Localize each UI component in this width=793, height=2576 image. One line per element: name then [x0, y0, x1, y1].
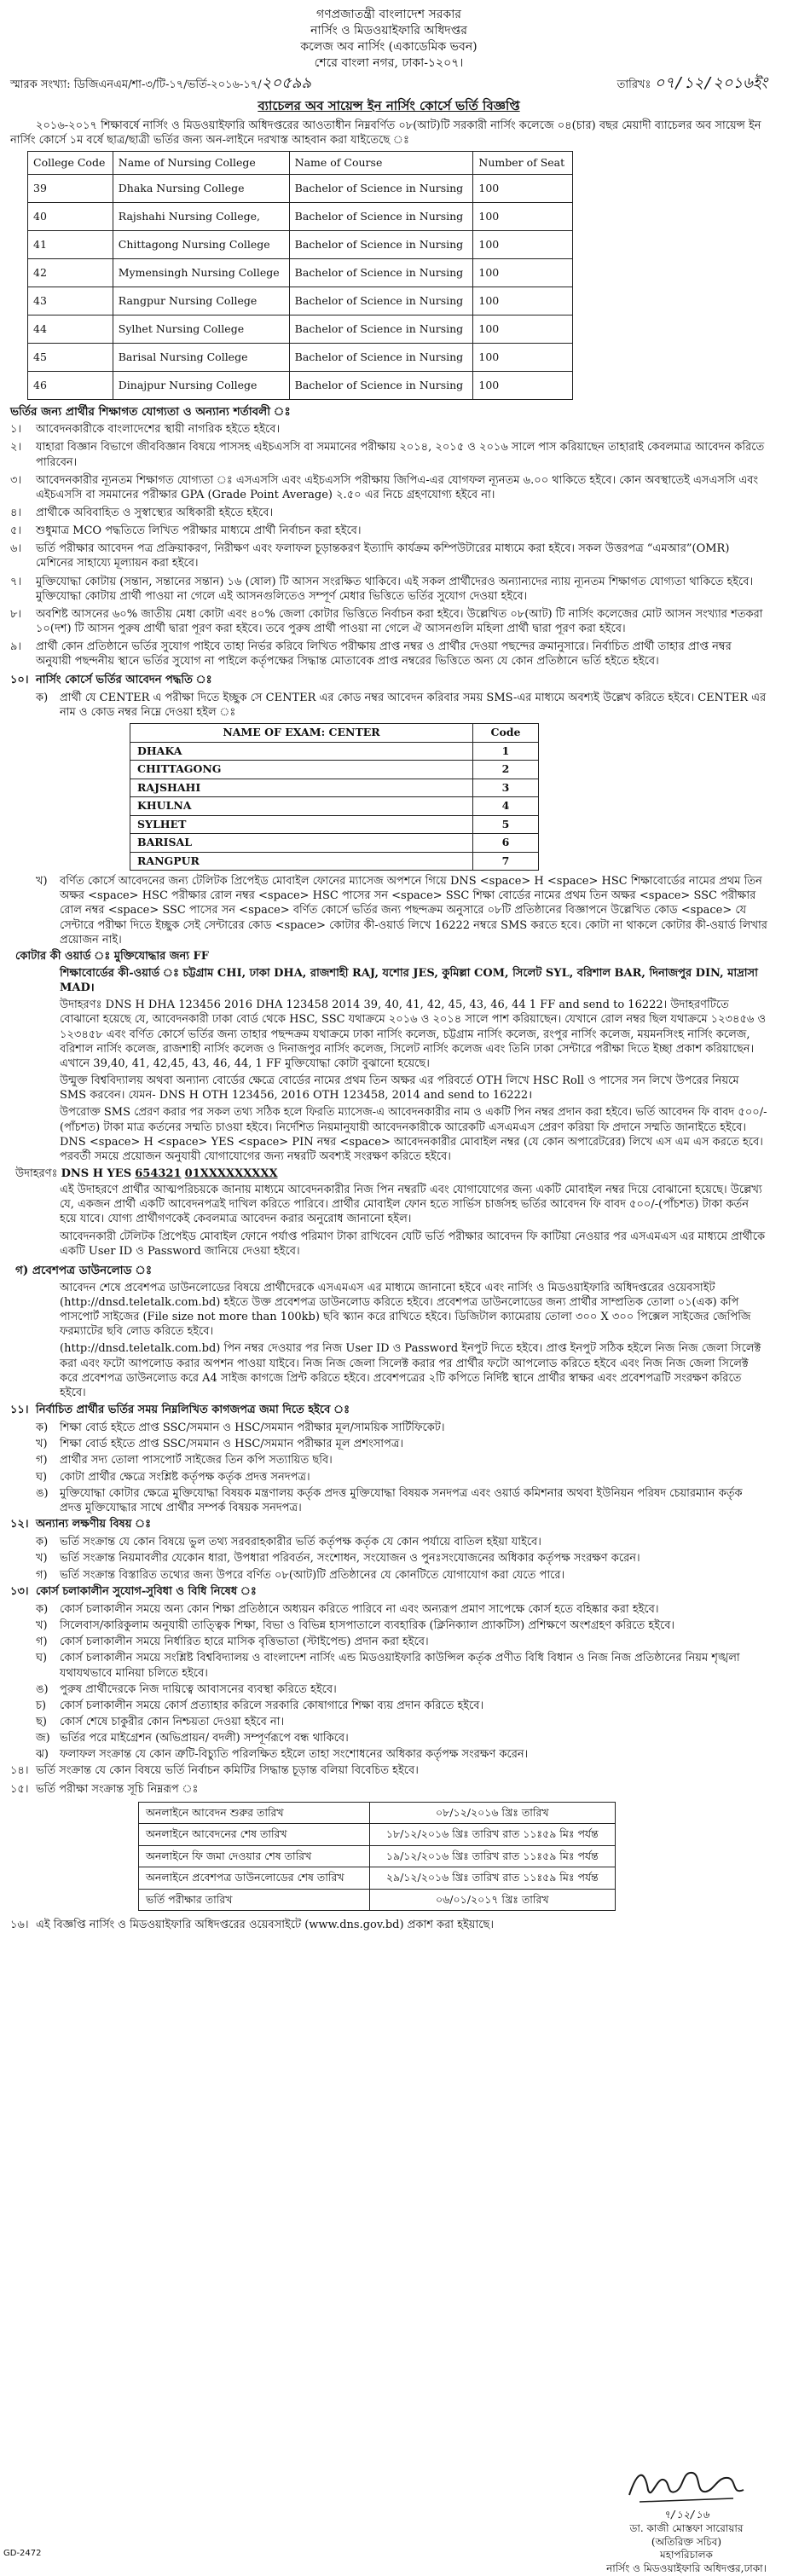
signature-date: ৭/১২/১৬	[663, 2509, 709, 2521]
sms-format-instruction	[36, 874, 767, 947]
header-line-4: শেরে বাংলা নগর, ঢাকা-১২০৭।	[314, 55, 464, 70]
facility-item	[36, 1699, 767, 1713]
header-line-1: গণপ্রজাতন্ত্রী বাংলাদেশ সরকার	[316, 8, 461, 21]
eligibility-item	[10, 673, 767, 687]
cell-code: 46	[28, 372, 113, 400]
admit-card-para-1: আবেদন শেষে প্রবেশপত্র ডাউনলোডের বিষয়ে প্রার্থীদেরকে এসএমএস এর মাধ্যমে জানানো হইবে এবং নার্সিং ও মিডওয়াইফারি অধিদপ্তরের ওয়েবসাইট (http://dnsd.teletalk.com.bd) হইতে উক্ত প্রবেশপত্র ডাউনলোড করিতে হইবে। প্রবেশপত্র ডাউনলোডের জন্য প্রার্থীর সাম্প্রতিক তোলা ০১(এক) কপি পাসপোর্ট সাইজের (File size not more than 100kb) ছবি স্ক্যান করে রাখিতে হইবে। ডিজিটাল ক্যামেরায় তোলা ৩০০ X ৩০০ পিক্সেল সাইজের জেপিজি ফরম্যাটের ছবি লোড করিতে হইবে।	[60, 1281, 751, 1339]
facility-item	[36, 1715, 767, 1729]
pin-example	[15, 1166, 767, 1181]
cell-seats: 100	[473, 344, 573, 372]
table-row	[130, 761, 539, 779]
item-number: জ)	[36, 1732, 50, 1745]
documents-title	[10, 1403, 767, 1417]
item-text: ভর্তি পরীক্ষার আবেদন পত্র প্রক্রিয়াকরণ, নিরীক্ষণ এবং ফলাফল চূড়ান্তকরণ ইত্যাদি কার্যক্রম কম্পিউটারের মাধ্যমে করা হইবে। সকল উত্তরপত্র “এমআর”(OMR) মেশিনের সাহায্যে মূল্যায়ন করা হইবে।	[36, 542, 730, 570]
item-text: বর্ণিত কোর্সে আবেদনের জন্য টেলিটক প্রিপেইড মোবাইল ফোনের ম্যাসেজ অপশনে গিয়ে DNS <space> H <space> HSC শিক্ষাবোর্ডের নামের প্রথম তিন অক্ষর <space> HSC পরীক্ষার রোল নম্বর <space> HSC পাসের সন <space> SSC শিক্ষা বোর্ডের নামের প্রথম তিন অক্ষর <space> SSC পরীক্ষার রোল নম্বর <space> SSC পাসের সন <space> বর্ণিত কোর্সে ভর্তির জন্য পছন্দক্রম অনুসারে ০৮টি প্রতিষ্ঠানের বিজ্ঞাপনে উল্লেখিত কোড <space> যে সেন্টারে পরীক্ষা দিতে ইচ্ছুক সেই সেন্টারের কোড <space> কোটার কী-ওয়ার্ড লিখে 16222 নম্বরে SMS করতে হবে। কোটা না থাকলে কোটার কী-ওয়ার্ড লিখার প্রয়োজন নাই।	[60, 875, 767, 946]
cell-college: Sylhet Nursing College	[113, 315, 289, 344]
header-line-3: কলেজ অব নার্সিং (একাডেমিক ভবন)	[300, 39, 478, 54]
board-keywords: শিক্ষাবোর্ডের কী-ওয়ার্ড ঃ চট্টগ্রাম CHI, ঢাকা DHA, রাজশাহী RAJ, যশোর JES, কুমিল্লা COM, সিলেট SYL, বরিশাল BAR, দিনাজপুর DIN, মাদ্রাসা MAD।	[60, 966, 758, 995]
notice-title: ব্যাচেলর অব সায়েন্স ইন নার্সিং কোর্সে ভর্তি বিজ্ঞপ্তি	[258, 98, 520, 114]
facility-item	[36, 1635, 767, 1649]
eligibility-item	[10, 607, 767, 636]
college-table-header	[28, 152, 573, 175]
item-text: অবশিষ্ট আসনের ৬০% জাতীয় মেধা কোটা এবং ৪০% জেলা কোটার ভিত্তিতে নির্বাচন করা হইবে। উল্লেখিত ০৮(আট) টি নার্সিং কলেজের মোট আসন সংখ্যার শতকরা ১০(দশ) টি আসন পুরুষ প্রার্থী দ্বারা পূরণ করা হইবে। তবে পুরুষ প্রার্থী পাওয়া না গেলে ঐ আসনগুলি মহিলা প্রার্থী দ্বারা পূরণ করা হইবে।	[36, 607, 763, 636]
cell-college: Rangpur Nursing College	[113, 287, 289, 315]
item-number: ঙ)	[36, 1682, 49, 1696]
cell-event: ভর্তি পরীক্ষার তারিখ	[139, 1889, 370, 1911]
quota-keyword: কোটার কী ওয়ার্ড ঃ মুক্তিযোদ্ধার জন্য FF	[15, 949, 209, 963]
table-row	[28, 344, 573, 372]
item-number: ১৩।	[10, 1584, 29, 1598]
item-text: কোর্স চলাকালীন সময়ে কোর্স প্রত্যাহার করিলে সরকারি কোষাগারে শিক্ষা ব্যয় প্রদান করিতে হইবে।	[60, 1699, 484, 1712]
cell-code: 7	[473, 852, 539, 871]
handwritten-signature	[622, 2461, 750, 2509]
item-text: কোর্স চলাকালীন সময়ে নির্ধারিত হারে মাসিক বৃত্তিভাতা (স্টাইপেন্ড) প্রদান করা হইবে।	[60, 1635, 429, 1649]
table-row	[130, 779, 539, 797]
pin-reply-note: উপরোক্ত SMS প্রেরণ করার পর সকল তথ্য সঠিক হলে ফিরতি ম্যাসেজ-এ আবেদনকারীর নাম ও একটি পিন নম্বর প্রদান করা হইবে। ভর্তি আবেদন ফি বাবদ ৫০০/-(পাঁচশত) টাকা মাত্র কর্তনের সম্মতি চাওয়া হইবে। নির্দেশিত নিয়মানুযায়ী আবেদনকারীকে আরেকটি এসএমএস প্রেরণ করিয়া ফি প্রদানে সম্মতি জানাইতে হইবে। DNS <space> H <space> YES <space> PIN নম্বর <space> আবেদনকারীর মোবাইল নম্বর (যে কোন অপারেটরের) লিখে এস এম এস করতে হবে। পরবর্তী সময়ে প্রয়োজন অনুযায়ী যোগাযোগের জন্য নম্বরটি অবশ্যই সংরক্ষণ করিতে হইবে।	[60, 1106, 767, 1163]
signature-block	[597, 2461, 776, 2576]
gd-stamp: GD-2472	[3, 2549, 42, 2558]
item-text: যাহারা বিজ্ঞান বিভাগে জীববিজ্ঞান বিষয়ে পাসসহ এইচএসসি বা সমমানের পরীক্ষায় ২০১৪, ২০১৫ ও ২০১৬ সালে পাস করিয়াছেন তাহারাই কেবলমাত্র আবেদন করিতে পারিবেন।	[36, 441, 765, 469]
cell-date: ১৮/১২/২০১৬ খ্রিঃ তারিখ রাত ১১ঃ৫৯ মিঃ পর্যন্ত	[369, 1824, 615, 1846]
item-number: ১৬।	[10, 1919, 29, 1932]
table-row	[139, 1802, 616, 1824]
table-row	[130, 815, 539, 834]
item-text: অন্যান্য লক্ষণীয় বিষয় ঃ	[36, 1518, 152, 1531]
cell-seats: 100	[473, 175, 573, 203]
item-number: চ)	[36, 1699, 47, 1712]
item-text: কোর্স শেষে চাকুরীর কোন নিশ্চয়তা দেওয়া হইবে না।	[60, 1715, 285, 1728]
cell-center: DHAKA	[130, 742, 473, 761]
pin-example-phone: 01XXXXXXXXX	[184, 1167, 278, 1181]
document-item	[36, 1421, 767, 1435]
item-number: ক)	[36, 1421, 49, 1435]
table-row	[28, 203, 573, 231]
item-number: ঝ)	[36, 1748, 49, 1762]
center-table-header	[130, 724, 539, 743]
memo-date-hand: ০৭/১২/২০১৬ইং	[654, 73, 767, 92]
eligibility-item	[10, 541, 767, 570]
item-text: পুরুষ প্রার্থীদেরকে নিজ দায়িত্বে আবাসনের ব্যবস্থা করিতে হইবে।	[60, 1682, 337, 1696]
item-number: খ)	[36, 875, 48, 889]
notice-intro: ২০১৬-২০১৭ শিক্ষাবর্ষে নার্সিং ও মিডওয়াইফারি অধিদপ্তরের আওতাধীন নিম্নবর্ণিত ০৮(আট)টি সরকারী নার্সিং কলেজে ০৪(চার) বছর মেয়াদী ব্যাচেলর অব সায়েন্স ইন নার্সিং কোর্সে ১ম বর্ষে ছাত্র/ছাত্রী ভর্তির জন্য অন-লাইনে দরখাস্ত আহবান করা যাইতেছে ঃ	[10, 119, 761, 148]
item-number: ছ)	[36, 1715, 47, 1728]
col-college-name: Name of Nursing College	[113, 152, 289, 175]
item-number: ১১।	[10, 1404, 29, 1417]
other-item	[36, 1568, 767, 1583]
item-text: ভর্তি সংক্রান্ত বিস্তারিত তথ্যের জন্য উপরে বর্ণিত ০৮(আট)টি প্রতিষ্ঠানের যে কোনটিতে যোগাযোগ করা যেতে পারে।	[60, 1568, 565, 1582]
document-item	[36, 1486, 767, 1515]
item-text: কোর্স চলাকালীন সময়ে সংশ্লিষ্ট বিশ্ববিদ্যালয় ও বাংলাদেশ নার্সিং এন্ড মিডওয়াইফারি কাউন্সিল কর্তৃক প্রণীত বিধি বিধান ও নিজ নিজ প্রতিষ্ঠানের নিয়ম শৃঙ্খলা যথাযথভাবে মানিয়া চলিতে হইবে।	[60, 1652, 740, 1680]
item-text: প্রার্থীকে অবিবাহিত ও সুস্বাস্থ্যের অধিকারী হইতে হইবে।	[36, 507, 274, 520]
table-row	[139, 1867, 616, 1890]
cell-course: Bachelor of Science in Nursing	[289, 259, 473, 287]
col-center-code: Code	[473, 724, 539, 743]
table-row	[28, 372, 573, 400]
cell-college: Mymensingh Nursing College	[113, 259, 289, 287]
signatory-title: মহাপরিচালক	[660, 2549, 713, 2562]
signatory-rank: (অতিরিক্ত সচিব)	[651, 2535, 722, 2548]
table-row	[130, 834, 539, 853]
cell-seats: 100	[473, 231, 573, 259]
cell-date: ২৯/১২/২০১৬ খ্রিঃ তারিখ রাত ১১ঃ৫৯ মিঃ পর্যন্ত	[369, 1867, 615, 1890]
item-text: ভর্তি পরীক্ষা সংক্রান্ত সূচি নিম্নরূপ ঃ	[36, 1782, 199, 1796]
cell-seats: 100	[473, 315, 573, 344]
item-text: নার্সিং কোর্সে ভর্তির আবেদন পদ্ধতি ঃ	[36, 673, 212, 686]
other-title	[10, 1517, 767, 1531]
signatory-office: নার্সিং ও মিডওয়াইফারি অধিদপ্তর,ঢাকা।	[606, 2562, 767, 2575]
table-row	[130, 742, 539, 761]
table-row	[28, 231, 573, 259]
cell-center: RAJSHAHI	[130, 779, 473, 797]
item-number: খ)	[36, 1552, 48, 1566]
table-row	[130, 852, 539, 871]
facility-item	[36, 1651, 767, 1680]
cell-date: ০৮/১২/২০১৬ খ্রিঃ তারিখ	[369, 1802, 615, 1824]
table-row	[28, 315, 573, 344]
item-number: ঘ)	[36, 1652, 48, 1665]
col-college-code: College Code	[28, 152, 113, 175]
cell-code: 44	[28, 315, 113, 344]
cell-code: 1	[473, 742, 539, 761]
item-number: ১।	[10, 423, 22, 437]
item-text: প্রার্থীর সদ্য তোলা পাসপোর্ট সাইজের তিন কপি সত্যায়িত ছবি।	[60, 1454, 333, 1467]
table-row	[139, 1889, 616, 1911]
cell-college: Dhaka Nursing College	[113, 175, 289, 203]
cell-seats: 100	[473, 287, 573, 315]
pin-note-2: আবেদনকারী টেলিটক প্রিপেইড মোবাইল ফোনে পর্যাপ্ত পরিমাণ টাকা রাখিবেন যেটি ভর্তি পরীক্ষার আবেদন ফি কাটিয়া নেওয়ার পর এসএমএস এর মাধ্যমে প্রার্থীকে একটি User ID ও Password জানিয়ে দেওয়া হইবে।	[60, 1230, 766, 1258]
item-number: ৯।	[10, 640, 22, 654]
cell-code: 41	[28, 231, 113, 259]
item-number: ৬।	[10, 542, 22, 556]
signatory-name: ডা. কাজী মোস্তফা সারোয়ার	[629, 2521, 744, 2534]
item-number: ১৫।	[10, 1782, 29, 1796]
schedule-title	[10, 1782, 767, 1797]
item-text: ফলাফল সংক্রান্ত যে কোন ত্রুটি-বিচ্যুতি পরিলক্ষিত হইলে তাহা সংশোধনের অধিকার কর্তৃপক্ষ সংরক্ষণ করেন।	[60, 1748, 529, 1762]
item-text: আবেদনকারীকে বাংলাদেশের স্থায়ী নাগরিক হইতে হইবে।	[36, 423, 281, 437]
cell-course: Bachelor of Science in Nursing	[289, 175, 473, 203]
item-number: ৪।	[10, 507, 22, 520]
center-table	[130, 723, 539, 871]
cell-code: 39	[28, 175, 113, 203]
cell-event: অনলাইনে প্রবেশপত্র ডাউনলোডের শেষ তারিখ	[139, 1867, 370, 1890]
eligibility-item	[10, 575, 767, 604]
item-text: সিলেবাস/কারিকুলাম অনুযায়ী তাত্ত্বিক শিক্ষা, বিভা ও বিভিন্ন হাসপাতালে ব্যবহারিক (ক্লিনিক্যাল প্র্যাকটিস) প্রশিক্ষণে অংশগ্রহণ করিতে হইবে।	[60, 1619, 675, 1633]
item-text: শিক্ষা বোর্ড হইতে প্রাপ্ত SSC/সমমান ও HSC/সমমান পরীক্ষার মূল/সাময়িক সার্টিফিকেট।	[60, 1421, 445, 1435]
eligibility-item	[10, 524, 767, 538]
cell-center: RANGPUR	[130, 852, 473, 871]
cell-course: Bachelor of Science in Nursing	[289, 315, 473, 344]
cell-center: SYLHET	[130, 815, 473, 834]
table-row	[139, 1824, 616, 1846]
admit-card-title: গ) প্রবেশপত্র ডাউনলোড ঃ	[15, 1263, 153, 1277]
memo-date	[617, 73, 767, 94]
cell-date: ০৬/০১/২০১৭ খ্রিঃ তারিখ	[369, 1889, 615, 1911]
cell-seats: 100	[473, 372, 573, 400]
memo-number-hand: ২০৫৯৯	[261, 73, 312, 92]
cell-code: 40	[28, 203, 113, 231]
schedule-table	[138, 1802, 616, 1912]
cell-college: Barisal Nursing College	[113, 344, 289, 372]
pin-example-pin: 654321	[135, 1167, 182, 1181]
facility-item	[36, 1602, 767, 1617]
document-item	[36, 1437, 767, 1451]
item-number: ১২।	[10, 1518, 29, 1531]
item-number: ক)	[36, 1536, 49, 1549]
cell-event: অনলাইনে আবেদনের শেষ তারিখ	[139, 1824, 370, 1846]
col-center-name: NAME OF EXAM: CENTER	[130, 724, 473, 743]
selection-committee-note	[10, 1763, 767, 1778]
facility-item	[36, 1731, 767, 1745]
eligibility-item	[10, 640, 767, 669]
cell-center: BARISAL	[130, 834, 473, 853]
item-number: ১৪।	[10, 1764, 29, 1778]
item-number: ঘ)	[36, 1470, 48, 1484]
facilities-title	[10, 1584, 767, 1599]
cell-course: Bachelor of Science in Nursing	[289, 372, 473, 400]
item-text: আবেদনকারীর ন্যূনতম শিক্ষাগত যোগ্যতা ঃ এসএসসি এবং এইচএসসি পরীক্ষায় জিপিএ-এর যোগফল ন্যূনতম ৬.০০ থাকিতে হইবে। কোন অবস্থাতেই এসএসসি এবং এইচএসসি বা সমমানের পরীক্ষার GPA (Grade Point Average) ২.৫০ এর নিচে গ্রহণযোগ্য হইবে না।	[36, 473, 759, 501]
sms-center-instruction	[36, 691, 767, 720]
letterhead	[10, 7, 767, 72]
item-number: ৫।	[10, 524, 22, 538]
item-number: গ)	[36, 1635, 48, 1649]
table-row	[28, 259, 573, 287]
cell-seats: 100	[473, 203, 573, 231]
cell-college: Chittagong Nursing College	[113, 231, 289, 259]
eligibility-item	[10, 422, 767, 437]
table-row	[139, 1845, 616, 1867]
cell-course: Bachelor of Science in Nursing	[289, 231, 473, 259]
item-text: এই বিজ্ঞপ্তি নার্সিং ও মিডওয়াইফারি অধিদপ্তরের ওয়েবসাইটে (www.dns.gov.bd) প্রকাশ করা হইয়াছে।	[36, 1919, 494, 1932]
table-row	[28, 287, 573, 315]
item-number: ৭।	[10, 575, 22, 588]
cell-college: Dinajpur Nursing College	[113, 372, 289, 400]
cell-code: 4	[473, 797, 539, 816]
item-text: শিক্ষা বোর্ড হইতে প্রাপ্ত SSC/সমমান ও HSC/সমমান পরীক্ষার মূল প্রশংসাপত্র।	[60, 1438, 404, 1451]
header-line-2: নার্সিং ও মিডওয়াইফারি অধিদপ্তর	[310, 23, 467, 38]
college-table	[27, 151, 573, 400]
cell-center: CHITTAGONG	[130, 761, 473, 779]
item-text: কোটা প্রার্থীর ক্ষেত্রে সংশ্লিষ্ট কর্তৃপক্ষ কর্তৃক প্রদত্ত সনদপত্র।	[60, 1470, 310, 1484]
cell-code: 42	[28, 259, 113, 287]
cell-event: অনলাইনে ফি জমা দেওয়ার শেষ তারিখ	[139, 1845, 370, 1867]
eligibility-item	[10, 506, 767, 520]
item-text: মুক্তিযোদ্ধা কোটার ক্ষেত্রে মুক্তিযোদ্ধা বিষয়ক মন্ত্রণালয় কর্তৃক প্রদত্ত মুক্তিযোদ্ধা বিষয়ক সনদপত্র এবং ওয়ার্ড কমিশনার অথবা ইউনিয়ন পরিষদ চেয়ারম্যান কর্তৃক প্রদত্ত মুক্তিযোদ্ধার সাথে প্রার্থীর সম্পর্ক বিষয়ক সনদপত্র।	[60, 1486, 743, 1514]
eligibility-item	[10, 473, 767, 502]
pin-example-label: উদাহরণঃ	[15, 1167, 58, 1181]
cell-code: 5	[473, 815, 539, 834]
facility-item	[36, 1747, 767, 1762]
cell-event: অনলাইনে আবেদন শুরুর তারিখ	[139, 1802, 370, 1824]
memo-number	[10, 73, 311, 94]
item-text: ভর্তি সংক্রান্ত যে কোন বিষয়ে ভুল তথ্য সরবরাহকারীর ভর্তি কর্তৃপক্ষ কর্তৃক যে কোন পর্যায়ে বাতিল হইয়া যাইবে।	[60, 1536, 541, 1549]
open-university-note: উন্মুক্ত বিশ্ববিদ্যালয় অথবা অন্যান্য বোর্ডের ক্ষেত্রে বোর্ডের নামের প্রথম তিন অক্ষর এর পরিবর্তে OTH লিখে HSC Roll ও পাসের সন লিখে উপরের নিয়মে SMS করবেন। যেমন- DNS H OTH 123456, 2016 OTH 123458, 2014 and send to 16222।	[60, 1074, 739, 1103]
other-item	[36, 1551, 767, 1566]
item-text: ভর্তি সংক্রান্ত যে কোন বিষয়ে ভর্তি নির্বাচন কমিটির সিদ্ধান্ত চূড়ান্ত বলিয়া বিবেচিত হইবে।	[36, 1764, 419, 1778]
item-number: ১০।	[10, 673, 29, 686]
cell-code: 3	[473, 779, 539, 797]
cell-date: ১৯/১২/২০১৬ খ্রিঃ তারিখ রাত ১১ঃ৫৯ মিঃ পর্যন্ত	[369, 1845, 615, 1867]
item-number: খ)	[36, 1438, 48, 1451]
website-note	[10, 1918, 767, 1932]
facility-item	[36, 1682, 767, 1697]
facility-item	[36, 1618, 767, 1633]
item-text: প্রার্থী কোন প্রতিষ্ঠানে ভর্তির সুযোগ পাইবে তাহা নির্ভর করিবে লিখিত পরীক্ষায় প্রাপ্ত নম্বর ও প্রার্থীর দেওয়া পছন্দের ক্রমানুসারে। নির্বাচিত প্রার্থী তাহার প্রাপ্ত নম্বর অনুযায়ী পছন্দনীয় স্থানে ভর্তির সুযোগ না পাইলে কর্তৃপক্ষের সিদ্ধান্ত মোতাবেক প্রাপ্ত নম্বরের ভিত্তিতে অন্য যে কোন প্রতিষ্ঠানে ভর্তি হইতে হইবে।	[36, 640, 732, 669]
memo-row	[10, 73, 767, 94]
sms-example: উদাহরণঃ DNS H DHA 123456 2016 DHA 123458 2014 39, 40, 41, 42, 45, 43, 46, 44 1 FF and send to 16222। উদাহরণটিতে বোঝানো হয়েছে যে, আবেদনকারী ঢাকা বোর্ড থেকে HSC, SSC যথাক্রমে ২০১৬ ও ২০১৪ সালে পাশ করিয়াছেন। যেখানে রোল নম্বর ছিল যথাক্রমে ১২৩৪৫৬ ও ১২৩৪৫৮ এবং বর্ণিত কোর্সে ভর্তির জন্য তাহার পছন্দক্রম যথাক্রমে ঢাকা নার্সিং কলেজ, চট্টগ্রাম নার্সিং কলেজ, রংপুর নার্সিং কলেজ, ময়মনসিংহ নার্সিং কলেজ, বরিশাল নার্সিং কলেজ, রাজশাহী নার্সিং কলেজ ও দিনাজপুর নার্সিং কলেজ, সিলেট নার্সিং কলেজ এবং তিনি ঢাকা সেন্টারে পরীক্ষা দিতে ইচ্ছা প্রকাশ করিয়াছেন। এখানে 39,40, 41, 42,45, 43, 46, 44, 1 FF মুক্তিযোদ্ধা কোটা বুঝানো হয়েছে।	[60, 999, 767, 1070]
pin-example-command: DNS H YES	[61, 1167, 132, 1181]
cell-code: 43	[28, 287, 113, 315]
item-text: শুধুমাত্র MCO পদ্ধতিতে লিখিত পরীক্ষার মাধ্যমে প্রার্থী নির্বাচন করা হইবে।	[36, 524, 362, 538]
table-row	[130, 797, 539, 816]
cell-code: 45	[28, 344, 113, 372]
item-number: ঙ)	[36, 1486, 49, 1500]
item-text: প্রার্থী যে CENTER এ পরীক্ষা দিতে ইচ্ছুক সে CENTER এর কোড নম্বর আবেদন করিবার সময় SMS-এর মাধ্যমে অবশ্যই উল্লেখ করিতে হইবে। CENTER এর নাম ও কোড নম্বর নিম্নে দেওয়া হইল ঃ	[60, 691, 767, 719]
cell-code: 6	[473, 834, 539, 853]
memo-number-text: স্মারক সংখ্যা: ডিজিএনএম/শা-৩/টি-১৭/ভর্তি-২০১৬-১৭/	[10, 78, 262, 91]
cell-center: KHULNA	[130, 797, 473, 816]
item-number: ক)	[36, 691, 49, 704]
item-number: ২।	[10, 441, 22, 454]
item-number: গ)	[36, 1454, 48, 1467]
item-number: গ)	[36, 1568, 48, 1582]
item-number: ক)	[36, 1602, 49, 1616]
pin-note: এই উদাহরণে প্রার্থীর আত্মপরিচয়কে জানায় মাধ্যমে আবেদনকারীর নিজ পিন নম্বরটি এবং যোগাযোগের জন্য একটি মোবাইল নম্বর দিয়ে বোঝানো হয়েছে। উল্লেখ্য যে, একজন প্রার্থী একটি আবেদনপত্রই দাখিল করিতে পারিবে। প্রার্থীর মোবাইল ফোন হতে সার্ভিস চার্জসহ ভর্তির আবেদন ফি বাবদ ৫০০/-(পাঁচশত) টাকা কর্তন হয়ে যাবে। যোগ্য প্রার্থীগণকেই কেবলমাত্র আবেদন করার অনুরোধ জানানো হইল।	[60, 1184, 762, 1226]
memo-date-label: তারিখঃ	[616, 78, 651, 91]
eligibility-item	[10, 440, 767, 469]
document-item	[36, 1470, 767, 1485]
cell-seats: 100	[473, 259, 573, 287]
item-number: ৮।	[10, 607, 22, 621]
item-text: কোর্স চলাকালীন সময়ে অন্য কোন শিক্ষা প্রতিষ্ঠানে অধ্যয়ন করিতে পারিবে না এবং অন্যরূপ প্রমাণ সাপেক্ষে কোর্স হতে বহিষ্কার করা হইবে।	[60, 1602, 659, 1616]
cell-course: Bachelor of Science in Nursing	[289, 287, 473, 315]
admit-card-para-2: (http://dnsd.teletalk.com.bd) পিন নম্বর দেওয়ার পর নিজ User ID ও Password ইনপুট দিতে হইবে। প্রাপ্ত ইনপুট সঠিক হইলে নিজ নিজ জেলা সিলেক্ট করা এবং ফটো আপলোড করার অপশন পাওয়া যাইবে। নিজ নিজ জেলা সিলেক্ট করার পর প্রার্থীর ফটো আপলোড করিতে হইবে এবং নিজ নিজ জেলা সিলেক্ট করে প্রবেশপত্র ডাউনলোড করে A4 সাইজ কাগজে প্রিন্ট করিতে হইবে। প্রবেশপত্রের ২টি কপিতে নির্দিষ্ট স্থানে প্রার্থীর স্বাক্ষর এবং প্রবেশপত্রটি সংরক্ষণ করিতে হইবে।	[60, 1342, 761, 1399]
other-item	[36, 1535, 767, 1549]
cell-course: Bachelor of Science in Nursing	[289, 344, 473, 372]
col-seat-number: Number of Seat	[473, 152, 573, 175]
table-row	[28, 175, 573, 203]
item-text: ভর্তির পরে মাইগ্রেশন (অভিপ্রায়ন/ বদলী) সম্পূর্ণরূপে বন্ধ থাকিবে।	[60, 1732, 349, 1745]
cell-course: Bachelor of Science in Nursing	[289, 203, 473, 231]
item-number: ৩।	[10, 473, 22, 487]
item-text: নির্বাচিত প্রার্থীর ভর্তির সময় নিম্নলিখিত কাগজপত্র জমা দিতে হইবে ঃ	[36, 1404, 350, 1417]
item-number: খ)	[36, 1619, 48, 1633]
item-text: ভর্তি সংক্রান্ত নিয়মাবলীর যেকোন ধারা, উপধারা পরিবর্তন, সংশোধন, সংযোজন ও পুনঃসংযোজনের অধিকার কর্তৃপক্ষ সংরক্ষণ করেন।	[60, 1552, 640, 1566]
cell-college: Rajshahi Nursing College,	[113, 203, 289, 231]
document-item	[36, 1453, 767, 1467]
col-course-name: Name of Course	[289, 152, 473, 175]
cell-code: 2	[473, 761, 539, 779]
item-text: কোর্স চলাকালীন সুযোগ-সুবিধা ও বিধি নিষেধ ঃ	[36, 1584, 257, 1598]
eligibility-title: ভর্তির জন্য প্রার্থীর শিক্ষাগত যোগ্যতা ও অন্যান্য শর্তাবলী ঃ	[10, 405, 291, 420]
item-text: মুক্তিযোদ্ধা কোটায় (সন্তান, সন্তানের সন্তান) ১৬ (ষোল) টি আসন সংরক্ষিত থাকিবে। এই সকল প্রার্থীদেরও অন্যান্যদের ন্যায় ন্যূনতম শিক্ষাগত যোগ্যতা থাকিতে হইবে। মুক্তিযোদ্ধা কোটায় প্রার্থী পাওয়া না গেলে এই আসনগুলিতেও সম্পূর্ণ মেধার ভিত্তিতে ভর্তির সুযোগ দেওয়া হইবে।	[36, 575, 754, 603]
